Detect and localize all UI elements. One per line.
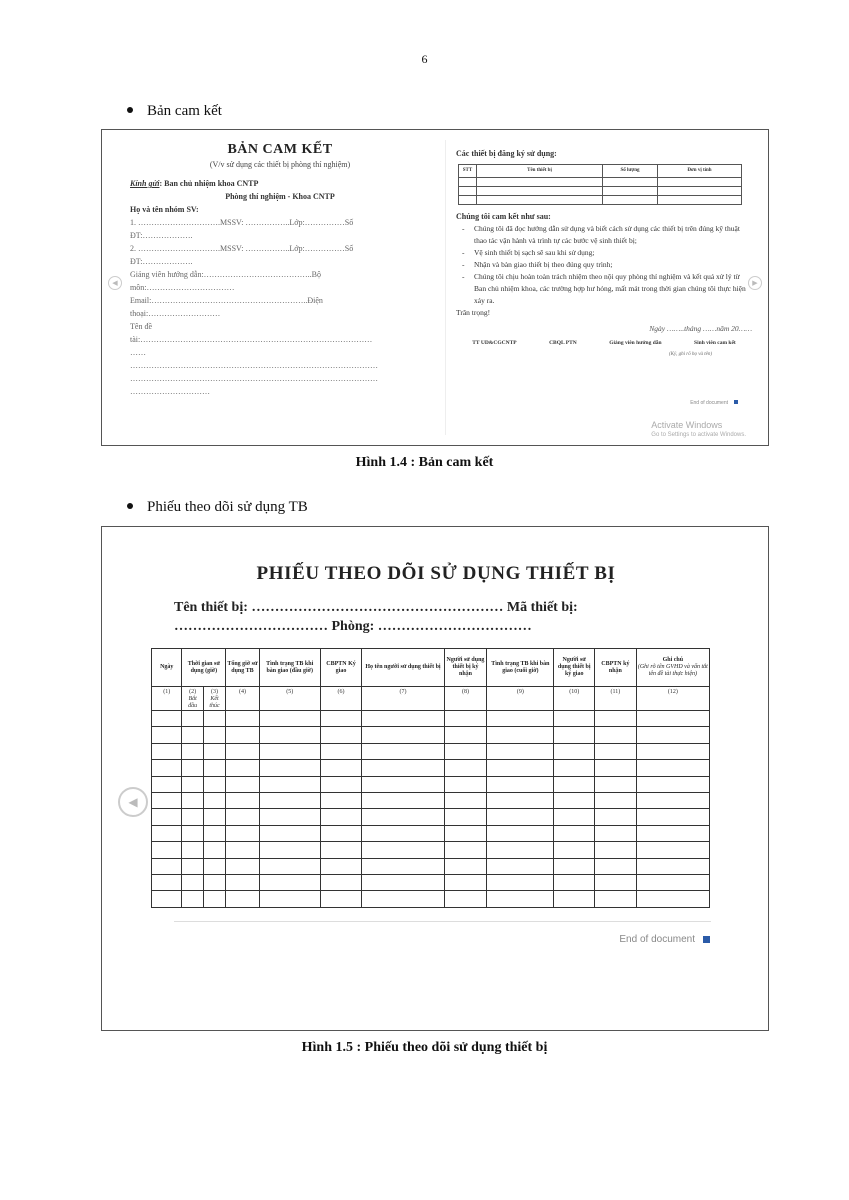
table-cell (203, 727, 225, 743)
signature-row (456, 337, 752, 349)
usage-log-title: PHIẾU THEO DÕI SỬ DỤNG THIẾT BỊ (256, 563, 616, 584)
table-header-cell: Đơn vị tính (658, 165, 742, 178)
table-cell (554, 891, 595, 907)
table-cell (554, 809, 595, 825)
square-icon (703, 936, 710, 943)
figure-usage-log-form (101, 526, 769, 1031)
table-cell (320, 874, 362, 890)
usage-log-table (151, 648, 710, 908)
form-line: ………………………………………………………………………………… (130, 374, 378, 383)
table-cell (487, 792, 554, 808)
table-cell (320, 711, 362, 727)
table-cell (203, 825, 225, 841)
activate-windows-watermark (651, 420, 746, 440)
table-cell (259, 727, 320, 743)
recipient-line (130, 177, 430, 190)
table-cell (444, 727, 487, 743)
table-header-cell: Họ tên người sử dụng thiết bị (362, 649, 444, 687)
end-of-document-label: End of document (619, 934, 695, 945)
activate-title: Activate Windows (651, 420, 723, 430)
table-cell (636, 776, 709, 792)
table-cell (182, 842, 203, 858)
column-number: (2) (189, 689, 197, 695)
table-cell (554, 711, 595, 727)
table-cell (226, 776, 260, 792)
table-cell (259, 842, 320, 858)
table-cell (362, 825, 444, 841)
table-cell (444, 825, 487, 841)
table-cell: (8) (444, 687, 487, 711)
signer-label: TT UD&CGCNTP (472, 340, 517, 346)
table-cell (259, 809, 320, 825)
room-line: …………………………… Phòng: …………………………… (174, 619, 532, 634)
table-cell (182, 874, 203, 890)
table-cell (182, 760, 203, 776)
table-cell (320, 858, 362, 874)
table-cell (487, 760, 554, 776)
table-row (152, 858, 710, 874)
date-line: Ngày ……..tháng ……năm 20…… (649, 324, 752, 333)
table-cell (362, 711, 444, 727)
table-cell (636, 891, 709, 907)
table-cell (362, 727, 444, 743)
table-cell (320, 776, 362, 792)
table-cell (152, 743, 182, 759)
table-cell (226, 760, 260, 776)
table-cell (152, 825, 182, 841)
table-header-cell: Tổng giờ sử dụng TB (226, 649, 260, 687)
table-cell (554, 874, 595, 890)
table-cell: (10) (554, 687, 595, 711)
recipient-label: Kính gửi (130, 179, 160, 188)
table-cell (226, 792, 260, 808)
table-cell (487, 858, 554, 874)
table-cell (444, 809, 487, 825)
form-line: ………………………… (130, 387, 210, 396)
form-line: ………………………………………………………………………………… (130, 361, 378, 370)
form-line: Giảng viên hướng dẫn:…………………………………..Bộ (130, 270, 321, 279)
table-cell (487, 727, 554, 743)
table-row (152, 809, 710, 825)
end-of-document-marker (690, 400, 738, 406)
table-cell (444, 743, 487, 759)
pledge-title: Chúng tôi cam kết như sau: (456, 212, 551, 221)
form-line: Tên đề (130, 322, 152, 331)
table-cell (362, 776, 444, 792)
table-cell (152, 842, 182, 858)
table-cell (636, 825, 709, 841)
table-cell (152, 711, 182, 727)
table-cell (444, 711, 487, 727)
form-line: ĐT:………………. (130, 257, 193, 266)
table-header-cell (636, 649, 709, 687)
table-row (152, 874, 710, 890)
note-header: Ghi chú (662, 657, 684, 663)
start-label: Bắt đầu (188, 696, 198, 709)
table-header-cell: Ngày (152, 649, 182, 687)
table-cell (320, 760, 362, 776)
table-cell (259, 792, 320, 808)
table-cell (595, 792, 637, 808)
chevron-left-icon[interactable]: ◀ (108, 276, 122, 290)
table-row (152, 776, 710, 792)
table-cell (182, 825, 203, 841)
form-line: …… (130, 348, 146, 357)
table-cell: (6) (320, 687, 362, 711)
form-line: thoại:……………………… (130, 309, 221, 318)
table-cell (444, 792, 487, 808)
table-cell (226, 711, 260, 727)
table-cell (595, 776, 637, 792)
table-cell (259, 711, 320, 727)
table-cell (636, 743, 709, 759)
signer-label: Giảng viên hướng dẫn (609, 340, 662, 346)
bullet-dot-icon (127, 503, 133, 509)
table-cell (487, 711, 554, 727)
table-cell (595, 858, 637, 874)
table-row (152, 842, 710, 858)
table-cell (362, 792, 444, 808)
table-cell (487, 825, 554, 841)
table-cell (203, 858, 225, 874)
table-cell (259, 743, 320, 759)
column-number: (3) (211, 689, 218, 695)
table-row (152, 711, 710, 727)
figure-caption-2: Hình 1.5 : Phiếu theo dõi sử dụng thiết bị (301, 1040, 548, 1055)
table-header-cell: Tình trạng TB khi bàn giao (đầu giờ) (259, 649, 320, 687)
chevron-right-icon[interactable]: ▶ (748, 276, 762, 290)
table-cell (595, 825, 637, 841)
table-header-cell: Người sử dụng thiết bị ký giao (554, 649, 595, 687)
form-line: ĐT:………………. (130, 231, 193, 240)
table-cell (362, 891, 444, 907)
form-line: Email:…………………………………………………..Điện (130, 296, 323, 305)
form-line: môn:…………………………… (130, 283, 235, 292)
bullet-item-commitment (127, 103, 222, 120)
equipment-name-line: Tên thiết bị: ……………………………………………… Mã thiết bị: (174, 600, 578, 615)
table-cell: (9) (487, 687, 554, 711)
table-cell (554, 776, 595, 792)
table-row (152, 760, 710, 776)
table-cell (226, 743, 260, 759)
pledge-list (458, 223, 752, 307)
table-cell (444, 760, 487, 776)
table-cell (152, 727, 182, 743)
table-cell (554, 825, 595, 841)
table-cell (152, 874, 182, 890)
closing-text: Trân trọng! (456, 308, 491, 317)
table-cell (554, 792, 595, 808)
table-row (152, 825, 710, 841)
bullet-dot-icon (127, 107, 133, 113)
bullet-label: Phiếu theo dõi sử dụng TB (147, 499, 308, 515)
table-cell (226, 809, 260, 825)
table-cell (226, 891, 260, 907)
list-item: - Chúng tôi chịu hoàn toàn trách nhiệm theo nội quy phòng thí nghiệm và kết quả xử lý từ Ban chủ nhiệm khoa, các trường hợp hư hỏng, mất mát trong thời gian chúng tôi thực hiện xảy ra. (458, 271, 752, 307)
table-cell (259, 825, 320, 841)
table-cell (259, 891, 320, 907)
chevron-left-icon[interactable]: ◀ (118, 787, 148, 817)
table-cell (362, 743, 444, 759)
table-cell (636, 874, 709, 890)
signer-label: CBQL PTN (549, 340, 577, 346)
figure-commitment-form (101, 129, 769, 446)
table-cell (182, 891, 203, 907)
table-cell (636, 792, 709, 808)
table-cell (636, 711, 709, 727)
table-cell (636, 842, 709, 858)
table-cell (226, 858, 260, 874)
table-row (459, 165, 742, 178)
table-cell (203, 743, 225, 759)
table-cell (487, 874, 554, 890)
table-cell (203, 891, 225, 907)
commitment-right-column (456, 148, 752, 361)
table-header-cell: Tình trạng TB khi bàn giao (cuối giờ) (487, 649, 554, 687)
table-cell (182, 809, 203, 825)
table-cell (226, 825, 260, 841)
table-cell (320, 842, 362, 858)
table-cell (152, 809, 182, 825)
commitment-left-column (130, 142, 430, 398)
table-cell (203, 687, 225, 711)
table-cell (362, 842, 444, 858)
recipient-line-2: Phòng thí nghiệm - Khoa CNTP (225, 192, 335, 201)
table-cell (554, 858, 595, 874)
signature-note: (Ký, ghi rõ họ và tên) (668, 352, 712, 357)
table-cell (487, 891, 554, 907)
table-cell (444, 858, 487, 874)
note-header-detail: (Ghi rõ tên GVHD và vấn tắt tên đề tài thực hiện) (637, 664, 708, 677)
list-item: - Nhận và bàn giao thiết bị theo đúng quy trình; (458, 259, 752, 271)
table-body-empty-rows (152, 711, 710, 908)
table-cell (182, 711, 203, 727)
page-number: 6 (421, 52, 428, 66)
activate-subtitle: Go to Settings to activate Windows. (651, 432, 746, 438)
table-cell (203, 760, 225, 776)
table-cell (595, 760, 637, 776)
table-cell: (7) (362, 687, 444, 711)
table-row (152, 891, 710, 907)
table-cell (152, 891, 182, 907)
table-header-cell: CBPTN Ký giao (320, 649, 362, 687)
table-cell (444, 776, 487, 792)
table-header-cell: STT (459, 165, 477, 178)
table-cell (226, 874, 260, 890)
commitment-title: BẢN CAM KẾT (227, 142, 333, 157)
table-header-cell: CBPTN ký nhận (595, 649, 637, 687)
table-cell (259, 874, 320, 890)
table-cell (362, 874, 444, 890)
recipient-value: : Ban chủ nhiệm khoa CNTP (159, 179, 259, 188)
table-header-row (152, 649, 710, 687)
table-cell (152, 858, 182, 874)
table-cell (636, 858, 709, 874)
form-line: tài:…………………………………………………………………………… (130, 335, 373, 344)
table-cell (203, 874, 225, 890)
table-cell (554, 842, 595, 858)
table-cell (362, 809, 444, 825)
table-cell (320, 727, 362, 743)
table-row (152, 727, 710, 743)
table-cell (487, 776, 554, 792)
table-cell (182, 743, 203, 759)
table-cell (182, 727, 203, 743)
square-icon (734, 400, 738, 404)
table-cell (444, 874, 487, 890)
end-of-document-label: End of document (690, 400, 728, 406)
table-cell (203, 711, 225, 727)
table-cell (203, 792, 225, 808)
table-cell (320, 743, 362, 759)
form-line: 2. ………………………….MSSV: ……………..Lớp:……………Số (130, 244, 354, 253)
table-cell (444, 842, 487, 858)
table-cell (226, 727, 260, 743)
table-cell (487, 743, 554, 759)
table-cell (636, 760, 709, 776)
commitment-subtitle: (V/v sử dụng các thiết bị phòng thí nghiệm) (209, 160, 351, 169)
table-row (152, 792, 710, 808)
table-cell (595, 711, 637, 727)
end-label: Kết thúc (209, 696, 220, 709)
table-row (459, 178, 742, 187)
table-cell (636, 809, 709, 825)
table-cell (487, 809, 554, 825)
table-cell (259, 760, 320, 776)
bullet-item-usage-log (127, 499, 308, 516)
table-cell (636, 727, 709, 743)
list-item: - Vệ sinh thiết bị sạch sẽ sau khi sử dụng; (458, 247, 752, 259)
table-row (152, 743, 710, 759)
signer-label: Sinh viên cam kết (694, 340, 736, 346)
form-line: 1. ………………………….MSSV: ……………..Lớp:……………Số (130, 218, 354, 227)
table-cell (203, 776, 225, 792)
table-cell (182, 792, 203, 808)
table-cell (554, 760, 595, 776)
table-header-cell: Tên thiết bị (477, 165, 603, 178)
equipment-title: Các thiết bị đăng ký sử dụng: (456, 149, 557, 158)
table-cell (595, 743, 637, 759)
table-cell (554, 727, 595, 743)
table-cell (259, 858, 320, 874)
table-cell (320, 792, 362, 808)
table-cell: (12) (636, 687, 709, 711)
equipment-table (458, 164, 742, 205)
table-cell (320, 809, 362, 825)
column-divider (445, 140, 446, 435)
table-cell (320, 891, 362, 907)
table-cell (554, 743, 595, 759)
table-cell (152, 776, 182, 792)
table-cell (362, 858, 444, 874)
table-header-cell: Số lượng (603, 165, 658, 178)
table-cell (203, 809, 225, 825)
end-of-document-marker (619, 934, 710, 945)
table-row (459, 196, 742, 205)
table-cell (444, 891, 487, 907)
table-cell (152, 760, 182, 776)
table-cell (182, 776, 203, 792)
table-cell (320, 825, 362, 841)
group-label: Họ và tên nhóm SV: (130, 205, 199, 214)
table-cell (152, 792, 182, 808)
table-cell (595, 809, 637, 825)
divider (174, 921, 711, 922)
table-row (459, 187, 742, 196)
table-cell (595, 874, 637, 890)
table-cell (362, 760, 444, 776)
table-header-cell: Người sử dụng thiết bị ký nhận (444, 649, 487, 687)
table-header-cell: Thời gian sử dụng (giờ) (182, 649, 226, 687)
table-cell: (5) (259, 687, 320, 711)
bullet-label: Bản cam kết (147, 103, 222, 119)
table-row (152, 687, 710, 711)
table-cell (595, 842, 637, 858)
figure-caption-1: Hình 1.4 : Bản cam kết (355, 455, 494, 470)
table-cell: (4) (226, 687, 260, 711)
table-cell (487, 842, 554, 858)
table-cell (226, 842, 260, 858)
table-cell (595, 727, 637, 743)
list-item: - Chúng tôi đã đọc hướng dẫn sử dụng và biết cách sử dụng các thiết bị trên đúng kỹ thuật thao tác vận hành và trình tự các bước vệ sinh thiết bị; (458, 223, 752, 247)
table-cell (595, 891, 637, 907)
table-cell (259, 776, 320, 792)
table-cell: (11) (595, 687, 637, 711)
table-cell (203, 842, 225, 858)
table-cell (182, 858, 203, 874)
table-cell: (1) (152, 687, 182, 711)
table-cell (182, 687, 203, 711)
